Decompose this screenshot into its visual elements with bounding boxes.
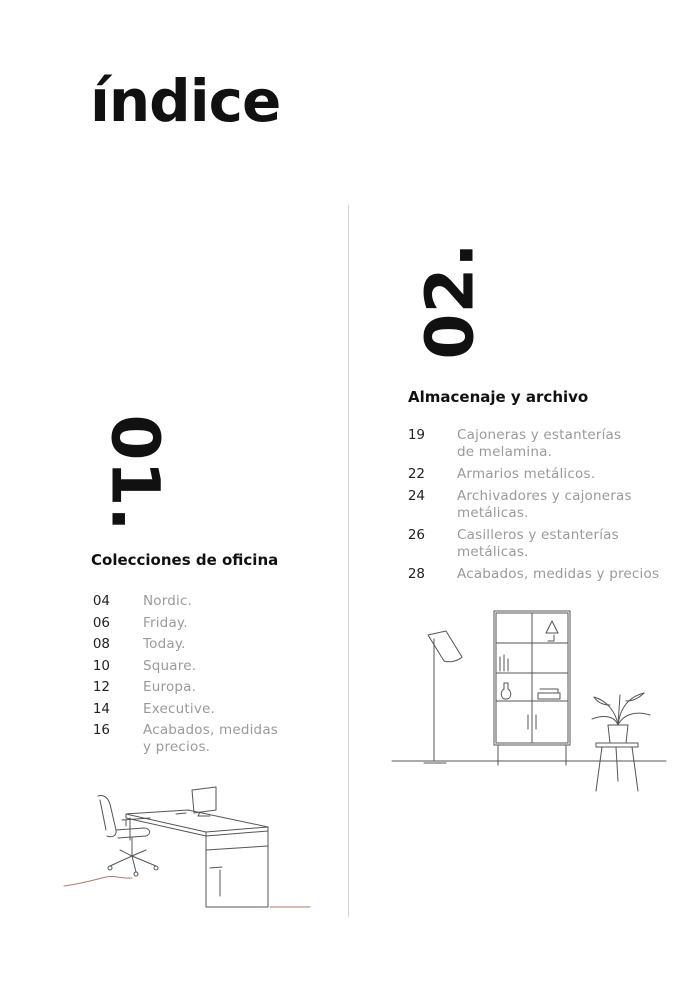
- section-01-toc: [90, 593, 340, 761]
- toc-item[interactable]: [404, 527, 694, 561]
- section-02-toc: [404, 427, 694, 588]
- section-02-title: Almacenaje y archivo: [408, 388, 589, 406]
- toc-item[interactable]: [90, 615, 340, 632]
- desk-illustration: [60, 780, 320, 915]
- toc-item[interactable]: [90, 636, 340, 653]
- toc-page-number: 06: [92, 614, 110, 631]
- toc-page-number: 19: [407, 427, 425, 443]
- toc-page-number: 12: [92, 679, 110, 695]
- toc-page-number: 04: [92, 593, 110, 609]
- section-02-number: 02.: [411, 242, 489, 360]
- toc-entry-label: Casilleros y estanterías metálicas.: [457, 527, 619, 560]
- toc-item[interactable]: [90, 701, 340, 718]
- toc-entry-label: Nordic.: [143, 593, 193, 609]
- toc-page-number: 10: [92, 657, 110, 674]
- toc-entry-label: Europa.: [143, 679, 197, 695]
- toc-entry-label: Cajoneras y estanterías de melamina.: [457, 427, 622, 460]
- toc-entry-label: Acabados, medidas y precios.: [143, 722, 279, 755]
- column-divider: [348, 205, 349, 917]
- toc-entry-label: Today.: [143, 636, 186, 652]
- toc-item[interactable]: [404, 488, 694, 522]
- toc-page-number: 26: [407, 527, 425, 543]
- toc-item[interactable]: [90, 722, 340, 756]
- toc-entry-label: Acabados, medidas y precios: [457, 566, 660, 582]
- toc-item[interactable]: [404, 566, 694, 583]
- toc-item[interactable]: [90, 658, 340, 675]
- toc-item[interactable]: [404, 466, 694, 483]
- toc-entry-label: Armarios metálicos.: [457, 466, 596, 482]
- toc-page-number: 28: [407, 566, 425, 582]
- toc-entry-label: Executive.: [143, 700, 216, 717]
- page-title: índice: [90, 67, 281, 135]
- toc-page-number: 24: [407, 488, 425, 504]
- toc-page-number: 16: [92, 722, 110, 738]
- toc-entry-label: Friday.: [143, 614, 188, 631]
- toc-entry-label: Square.: [143, 657, 197, 674]
- toc-item[interactable]: [404, 427, 694, 461]
- toc-entry-label: Archivadores y cajoneras metálicas.: [457, 488, 632, 521]
- toc-item[interactable]: [90, 593, 340, 610]
- storage-room-illustration: [388, 605, 670, 795]
- toc-page-number: 14: [92, 700, 110, 717]
- toc-page-number: 22: [407, 466, 425, 482]
- toc-page-number: 08: [92, 636, 110, 652]
- section-01-title: Colecciones de oficina: [91, 551, 279, 569]
- toc-item[interactable]: [90, 679, 340, 696]
- section-01-number: 01.: [96, 414, 174, 532]
